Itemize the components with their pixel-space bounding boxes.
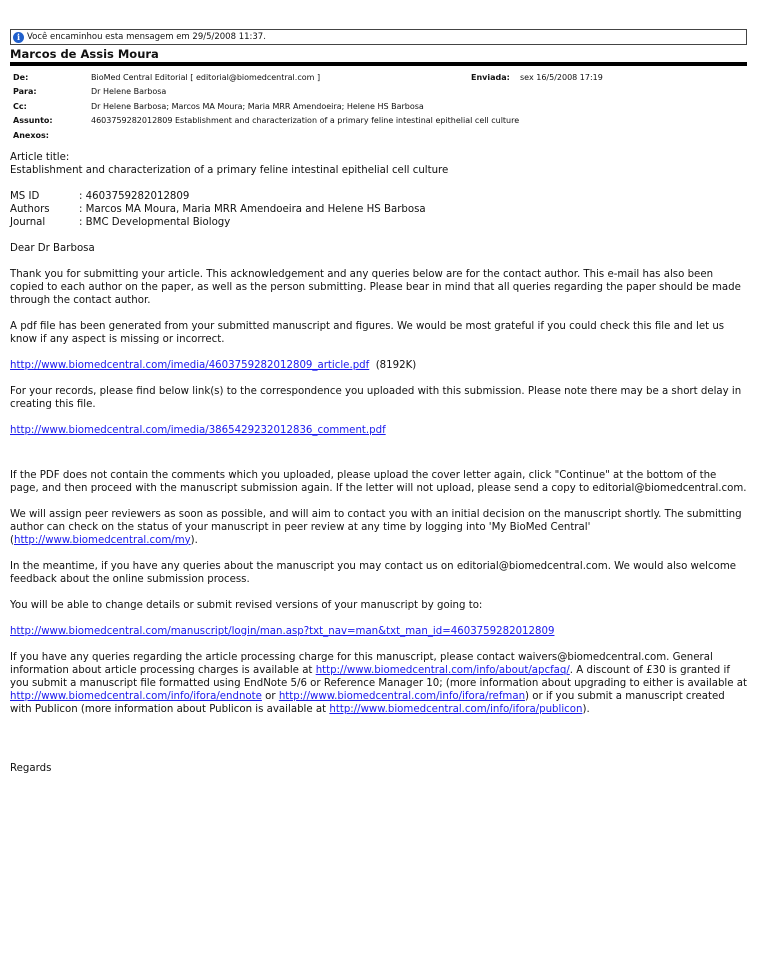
paragraph-peer-review	[10, 508, 747, 547]
pdf-link-row	[10, 359, 747, 372]
charge-text-b: . A discount of £30 is granted if you submit a manuscript file formatted using EndNote 5/6 or Reference Manager 10; (more information about upgrading to either is available at	[10, 664, 747, 689]
paragraph-records: For your records, please find below link(s) to the correspondence you uploaded with this submission. Please note there may be a short delay in creating this file.	[10, 385, 742, 410]
info-icon: i	[13, 32, 24, 43]
from-row	[10, 70, 747, 85]
from-value: BioMed Central Editorial [ editorial@biomedcentral.com ]	[91, 72, 321, 82]
sent-label: Enviada:	[471, 72, 510, 82]
greeting: Dear Dr Barbosa	[10, 242, 95, 254]
message-body	[10, 151, 747, 775]
refman-link[interactable]: http://www.biomedcentral.com/info/ifora/refman	[278, 690, 526, 702]
article-title-label: Article title:	[10, 151, 70, 163]
to-row	[10, 85, 747, 100]
ms-id-row	[10, 190, 747, 203]
forward-info-text: Você encaminhou esta mensagem em 29/5/2008 11:37.	[27, 32, 266, 42]
ms-id-label: MS ID	[10, 190, 40, 202]
paragraph-processing-charge	[10, 651, 747, 716]
attachments-row	[10, 128, 747, 143]
charge-text-d: ).	[582, 703, 590, 715]
paragraph-acknowledgement: Thank you for submitting your article. This acknowledgement and any queries below are for the contact author. This e-mail has also been copied to each author on the paper, as well as the person submitting. Please bear in mind that all queries regarding the paper should be made through the contact author.	[10, 268, 741, 306]
sent-value: sex 16/5/2008 17:19	[520, 72, 603, 82]
pdf-size: (8192K)	[375, 359, 417, 371]
cc-row	[10, 99, 747, 114]
apcfaq-link[interactable]: http://www.biomedcentral.com/info/about/apcfaq/	[315, 664, 570, 676]
article-title: Establishment and characterization of a primary feline intestinal epithelial cell culture	[10, 164, 449, 176]
authors-value: : Marcos MA Moura, Maria MRR Amendoeira and Helene HS Barbosa	[79, 203, 426, 215]
paragraph-pdf-generated: A pdf file has been generated from your submitted manuscript and figures. We would be most grateful if you could check this file and let us know if any aspect is missing or incorrect.	[10, 320, 725, 345]
subject-value: 4603759282012809 Establishment and characterization of a primary feline intestinal epithelial cell culture	[91, 116, 520, 126]
journal-row	[10, 216, 747, 229]
forward-info-bar	[10, 29, 747, 45]
peer-review-end: ).	[190, 534, 198, 546]
comment-link-row	[10, 424, 747, 437]
from-label: De:	[13, 72, 29, 82]
to-label: Para:	[13, 87, 37, 97]
subject-row	[10, 114, 747, 129]
login-link-row	[10, 625, 747, 638]
my-biomed-link[interactable]: http://www.biomedcentral.com/my	[13, 534, 191, 546]
header-divider	[10, 62, 747, 66]
paragraph-upload-again: If the PDF does not contain the comments which you uploaded, please upload the cover letter again, click "Continue" at the bottom of the page, and then proceed with the manuscript submission again. If the letter will not upload, please send a copy to editorial@biomedcentral.com.	[10, 469, 747, 494]
subject-label: Assunto:	[13, 116, 53, 126]
authors-row	[10, 203, 747, 216]
cc-label: Cc:	[13, 101, 27, 111]
comment-pdf-link[interactable]: http://www.biomedcentral.com/imedia/3865429232012836_comment.pdf	[10, 424, 386, 436]
email-document	[10, 0, 747, 775]
charge-text-or: or	[265, 690, 276, 702]
article-pdf-link[interactable]: http://www.biomedcentral.com/imedia/4603759282012809_article.pdf	[10, 359, 370, 371]
cc-value: Dr Helene Barbosa; Marcos MA Moura; Maria MRR Amendoeira; Helene HS Barbosa	[91, 101, 424, 111]
authors-label: Authors	[10, 203, 50, 215]
peer-review-text: We will assign peer reviewers as soon as possible, and will aim to contact you with an initial decision on the manuscript shortly. The submitting author can check on the status of your manuscript in peer review at any time by logging into 'My BioMed Central' (	[10, 508, 742, 546]
journal-label: Journal	[10, 216, 46, 228]
to-value: Dr Helene Barbosa	[91, 87, 167, 97]
ms-id-value: : 4603759282012809	[79, 190, 190, 202]
charge-text-c: ) or if you submit a manuscript created with Publicon (more information about Publicon is available at	[10, 690, 725, 715]
charge-text-a: If you have any queries regarding the article processing charge for this manuscript, please contact waivers@biomedcentral.com. General information about article processing charges is available at	[10, 651, 713, 676]
endnote-link[interactable]: http://www.biomedcentral.com/info/ifora/endnote	[10, 690, 262, 702]
closing-regards: Regards	[10, 762, 52, 774]
publicon-link[interactable]: http://www.biomedcentral.com/info/ifora/publicon	[329, 703, 583, 715]
journal-value: : BMC Developmental Biology	[79, 216, 231, 228]
paragraph-meantime: In the meantime, if you have any queries about the manuscript you may contact us on editorial@biomedcentral.com. We would also welcome feedback about the online submission process.	[10, 560, 737, 585]
sender-name: Marcos de Assis Moura	[10, 47, 159, 61]
attachments-label: Anexos:	[13, 130, 49, 140]
message-header	[10, 70, 747, 143]
paragraph-change-details: You will be able to change details or submit revised versions of your manuscript by going to:	[10, 599, 483, 611]
manuscript-login-link[interactable]: http://www.biomedcentral.com/manuscript/login/man.asp?txt_nav=man&txt_man_id=4603759282012809	[10, 625, 555, 637]
